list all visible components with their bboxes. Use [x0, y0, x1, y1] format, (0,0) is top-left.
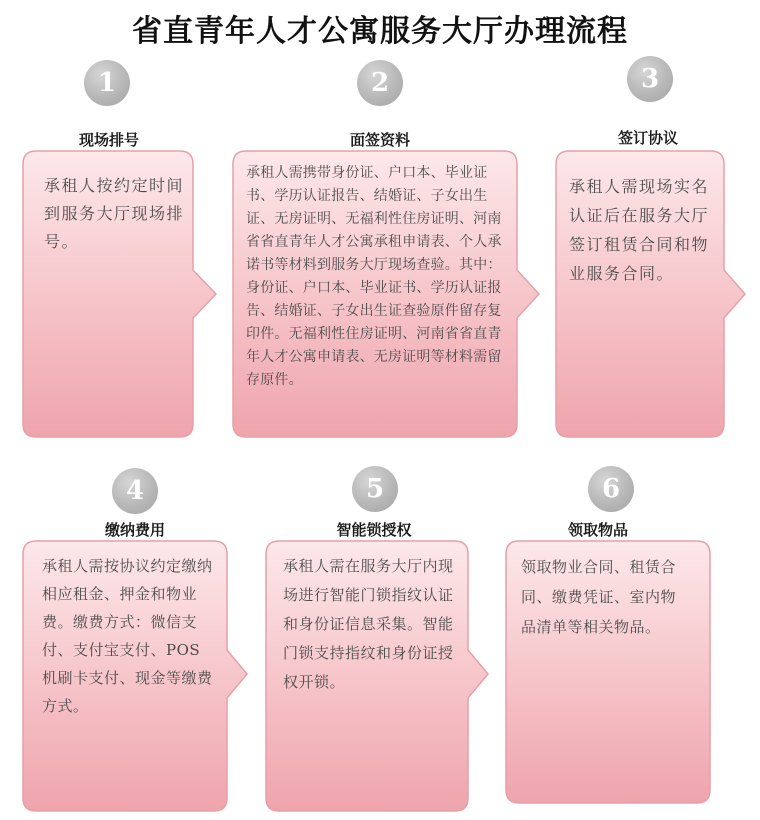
- step-2-callout-box: [232, 150, 540, 438]
- step-6-callout-box: [505, 540, 711, 804]
- step-2-description: 承租人需携带身份证、户口本、毕业证书、学历认证报告、结婚证、子女出生证、无房证明、无福利性住房证明、河南省省直青年人才公寓承租申请表、个人承诺书等材料到服务大厅现场查验。其中：身份证、户口本、毕业证书、学历认证报告、结婚证、子女出生证查验原件留存复印件。无福利性住房证明、河南省省直青年人才公寓申请表、无房证明等材料需留存原件。: [246, 165, 502, 388]
- step-2-number-badge: 2: [357, 60, 403, 106]
- page-title: 省直青年人才公寓服务大厅办理流程: [132, 14, 628, 49]
- step-1-callout-box: [22, 150, 218, 438]
- step-4-number-badge: 4: [112, 468, 158, 514]
- step-6-description: 领取物业合同、租赁合同、缴费凭证、室内物品清单等相关物品。: [521, 558, 677, 636]
- step-1-number-badge: 1: [84, 60, 130, 106]
- step-4-label: 缴纳费用: [104, 521, 165, 539]
- step-1-label: 现场排号: [78, 131, 139, 149]
- step-5-label: 智能锁授权: [336, 521, 412, 539]
- step-2-label: 面签资料: [349, 131, 410, 149]
- step-6-number-badge: 6: [588, 466, 634, 512]
- step-3-callout-box: [555, 150, 747, 438]
- step-6-label: 领取物品: [567, 521, 628, 539]
- step-5-callout-box: [265, 540, 489, 812]
- step-5-description: 承租人需在服务大厅内现场进行智能门锁指纹认证和身份证信息采集。智能门锁支持指纹和身份证授权开锁。: [283, 557, 454, 691]
- step-1-description: 承租人按约定时间到服务大厅现场排号。: [44, 176, 185, 251]
- step-4-description: 承租人需按协议约定缴纳相应租金、押金和物业费。缴费方式：微信支付、支付宝支付、POS 机刷卡支付、现金等缴费方式。: [42, 557, 213, 715]
- step-4-callout-box: [22, 540, 248, 812]
- step-3-description: 承租人需现场实名认证后在服务大厅签订租赁合同和物业服务合同。: [569, 177, 710, 283]
- step-3-number-badge: 3: [627, 56, 673, 102]
- step-5-number-badge: 5: [352, 466, 398, 512]
- step-3-label: 签订协议: [617, 129, 678, 147]
